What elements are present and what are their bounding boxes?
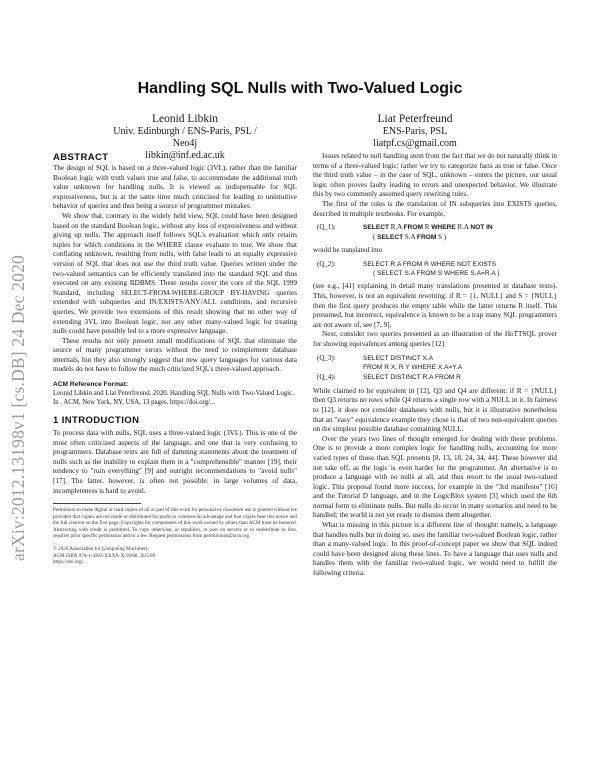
author-affiliation: ENS-Paris, PSL bbox=[382, 126, 448, 137]
sql-keyword: SELECT bbox=[377, 233, 404, 241]
body-paragraph: would be translated into bbox=[313, 245, 383, 254]
venue-line: , , bbox=[53, 539, 57, 546]
abstract-paragraph: We show that, contrary to the widely held view, SQL could have been designed based on the standard Boolean logic, without any loss of expressiveness and without giving up nulls. The approach itself follows SQL's evaluation which only retains tuples for which conditions in the WHERE clause evaluate to true. We show that conflating unknown, resulting from nulls, with false leads to an equally expressive version of SQL that does not use the third truth value. Queries written under the two-valued semantics can be efficiently translated into the standard SQL and thus executed on any existing RDBMS. These results cover the core of the SQL 1999 Standard, including SELECT-FROM-WHERE-GROUP BY-HAVING queries extended with subqueries and IN/EXISTS/ANY/ALL conditions, and recursive queries. We provide two extensions of this result showing that no other way of extending 3VL into Boolean logic, nor any other many-valued logic for treating nulls could have possibly led to a more expressive language. bbox=[53, 211, 297, 336]
query-label: (Q_2): bbox=[317, 259, 336, 268]
copyright-line: © 2020 Association for Computing Machinery. bbox=[53, 546, 150, 553]
footnote-rule bbox=[53, 503, 141, 504]
author-affiliation: Univ. Edinburgh / ENS-Paris, PSL / Neo4j bbox=[113, 126, 257, 149]
sql-line: FROM R X, R Y WHERE X.A=Y.A bbox=[363, 363, 463, 371]
acm-reference bbox=[53, 380, 297, 407]
author-email: liatpf.cs@gmail.com bbox=[373, 138, 457, 149]
abstract-heading: ABSTRACT bbox=[53, 152, 109, 163]
abstract-paragraph: The design of SQL is based on a three-valued logic (3VL), rather than the familiar Boolean logic with truth values true and false, to accommodate the additional truth value unknown for handling nulls. It is viewed as indispensable for SQL expressiveness, but is at the same time much criticized for leading to unintuitive behavior of queries and thus being a source of programmer mistakes. bbox=[53, 164, 297, 211]
sql-keyword: WHERE bbox=[431, 224, 456, 232]
query-q2 bbox=[313, 260, 557, 279]
body-paragraph: (see e.g., [41] explaining in detail many translations presented in database texts). This, however, is not an equivalent rewriting: if R = {1, NULL} and S = {NULL} then the first query produces the empty table while the latter returns R itself. This presumed, but incorrect, equivalence is known to be a trap many SQL programmers are not aware of, see [7, 9]. bbox=[313, 282, 557, 329]
query-q1 bbox=[313, 223, 557, 242]
body-paragraph: While claimed to be equivalent in [12], Q3 and Q4 are different: if R = {NULL} then Q3 returns no rows while Q4 returns a single row with a NULL in it. In fairness to [12], it does not consider databases with nulls, but it is illustrative nonetheless that an "easy" equivalence example they chose is that of two non-equivalent queries on the simplest possible database containing NULL. bbox=[313, 386, 557, 434]
query-label: (Q_1): bbox=[317, 223, 336, 232]
right-column bbox=[313, 152, 557, 579]
sql-line: SELECT DISTINCT X.A bbox=[363, 354, 434, 362]
sql-text: S.A bbox=[404, 232, 416, 241]
sql-keyword: FROM bbox=[403, 224, 424, 232]
query-label: (Q_4): bbox=[317, 373, 336, 382]
paper-title: Handling SQL Nulls with Two-Valued Logic bbox=[137, 80, 463, 97]
acm-reference-label: ACM Reference Format: bbox=[53, 381, 129, 389]
sql-text: R.A bbox=[457, 223, 469, 232]
sql-line: ( SELECT S.A FROM S WHERE S.A=R.A ) bbox=[373, 269, 500, 277]
permission-notice: Permission to make digital or hard copies of all or part of this work for personal or classroom use is granted without fee provided that copies are not made or distributed for profit or commercial advantage and that copies bear this notice and the full citation on the first page. Copyrights for components of this work owned by others than ACM must be honored. Abstracting with credit is permitted. To copy otherwise, or republish, to post on servers or to redistribute to lists, requires prior specific permission and/or a fee. Request permissions from permissions@acm.org. bbox=[53, 507, 297, 540]
abstract-paragraph: These results not only present small modifications of SQL that eliminate the source of many programmer errors without the need to reimplement database internals, but they also strongly suggest that new query languages for various data models do not have to follow the much criticized SQL's three-valued approach. bbox=[53, 336, 297, 374]
left-column bbox=[53, 152, 297, 566]
doi-line: https://doi.org/... bbox=[53, 559, 87, 566]
sql-text: S ) bbox=[438, 232, 447, 241]
author-name: Liat Peterfreund bbox=[377, 113, 453, 125]
sql-keyword: FROM bbox=[416, 233, 437, 241]
introduction-heading: 1 INTRODUCTION bbox=[53, 415, 140, 427]
arxiv-stamp: arXiv:2012.13198v1 [cs.DB] 24 Dec 2020 bbox=[8, 254, 28, 562]
body-paragraph: Issues related to null handling stem from the fact that we do not naturally think in terms of a three-valued logic; rather we try to categorize facts as true or false. Once the third truth value – in the case of SQL, unknown – enters the picture, our usual logic often proves faulty leading to errors and unexpected behavior. We illustrate this by two commonly assumed query rewriting rules. bbox=[313, 152, 557, 199]
sql-text: R.A bbox=[390, 223, 402, 232]
body-paragraph: What is missing in this picture is a different line of thought: namely, a language that handles nulls but in doing so, uses the familiar two-valued Boolean logic, rather than a many-valued logic. In this proof-of-concept paper we show that SQL indeed could have been designed along these lines. To have a language that uses nulls and handles them with the familiar two-valued logic, we would need to fulfill the following criteria. bbox=[313, 521, 557, 578]
query-q3 bbox=[313, 354, 557, 373]
footnote bbox=[53, 507, 297, 566]
author-name: Leonid Libkin bbox=[151, 113, 219, 125]
query-q4 bbox=[313, 373, 557, 382]
sql-line: SELECT DISTINCT R.A FROM R bbox=[363, 374, 461, 382]
acm-reference-text: Leonid Libkin and Liat Peterfreund. 2020. Handling SQL Nulls with Two-Valued Logic. In . ACM, New York, NY, USA, 13 pages. https://doi.org/... bbox=[53, 390, 294, 407]
sql-line: SELECT R.A FROM R WHERE NOT EXISTS bbox=[363, 260, 497, 268]
body-paragraph: Over the years two lines of thought emerged for dealing with these problems. One is to provide a more complex logic for handling nulls, accounting for more varied types of those than SQL presents [8, 13, 18, 24, 34, 44]. These however did not take off, as the logic is even harder for the programmer. An alternative is to produce a language with no nulls at all, and thus resort to the usual two-valued logic. This proposal found more success, for example in the "3rd manifesto" [16] and the Tutorial D language, and in the LogicBlox system [3] which used the 6th normal form to eliminate nulls. But nulls do occur in many scenarios and need to be handled; the world is not yet ready to dismiss them altogether. bbox=[313, 434, 557, 520]
body-paragraph: Next, consider two queries presented as an illustration of the HoTTSQL prover for showing equivalences among queries [12] bbox=[313, 330, 557, 348]
isbn-line: ACM ISBN 978-1-4503-XXXX-X/18/06...$15.00 bbox=[53, 552, 156, 559]
sql-text: R bbox=[424, 223, 430, 232]
sql-keyword: SELECT bbox=[363, 224, 390, 232]
sql-text: ( bbox=[373, 232, 376, 241]
author-block bbox=[330, 112, 500, 150]
author-email: libkin@inf.ed.ac.uk bbox=[145, 150, 225, 161]
query-label: (Q_3): bbox=[317, 353, 336, 362]
introduction-paragraph: To process data with nulls, SQL uses a three-valued logic (3VL). This is one of the most often criticized aspects of the language, and one that is very confusing to programmers. Database texts are full of damning statements about the treatment of nulls such as the inability to explain them in a "comprehensible" manner [19], their tendency to "ruin everything" [9] and outright recommendations to "avoid nulls" [17]. The latter, however, is often not possible: in large volumes of data, incompleteness is hard to avoid. bbox=[53, 429, 297, 495]
sql-keyword: NOT IN bbox=[470, 224, 493, 232]
body-paragraph: The first of the rules is the translation of IN subqueries into EXISTS queries, described in multiple textbooks. For example, bbox=[313, 199, 557, 218]
